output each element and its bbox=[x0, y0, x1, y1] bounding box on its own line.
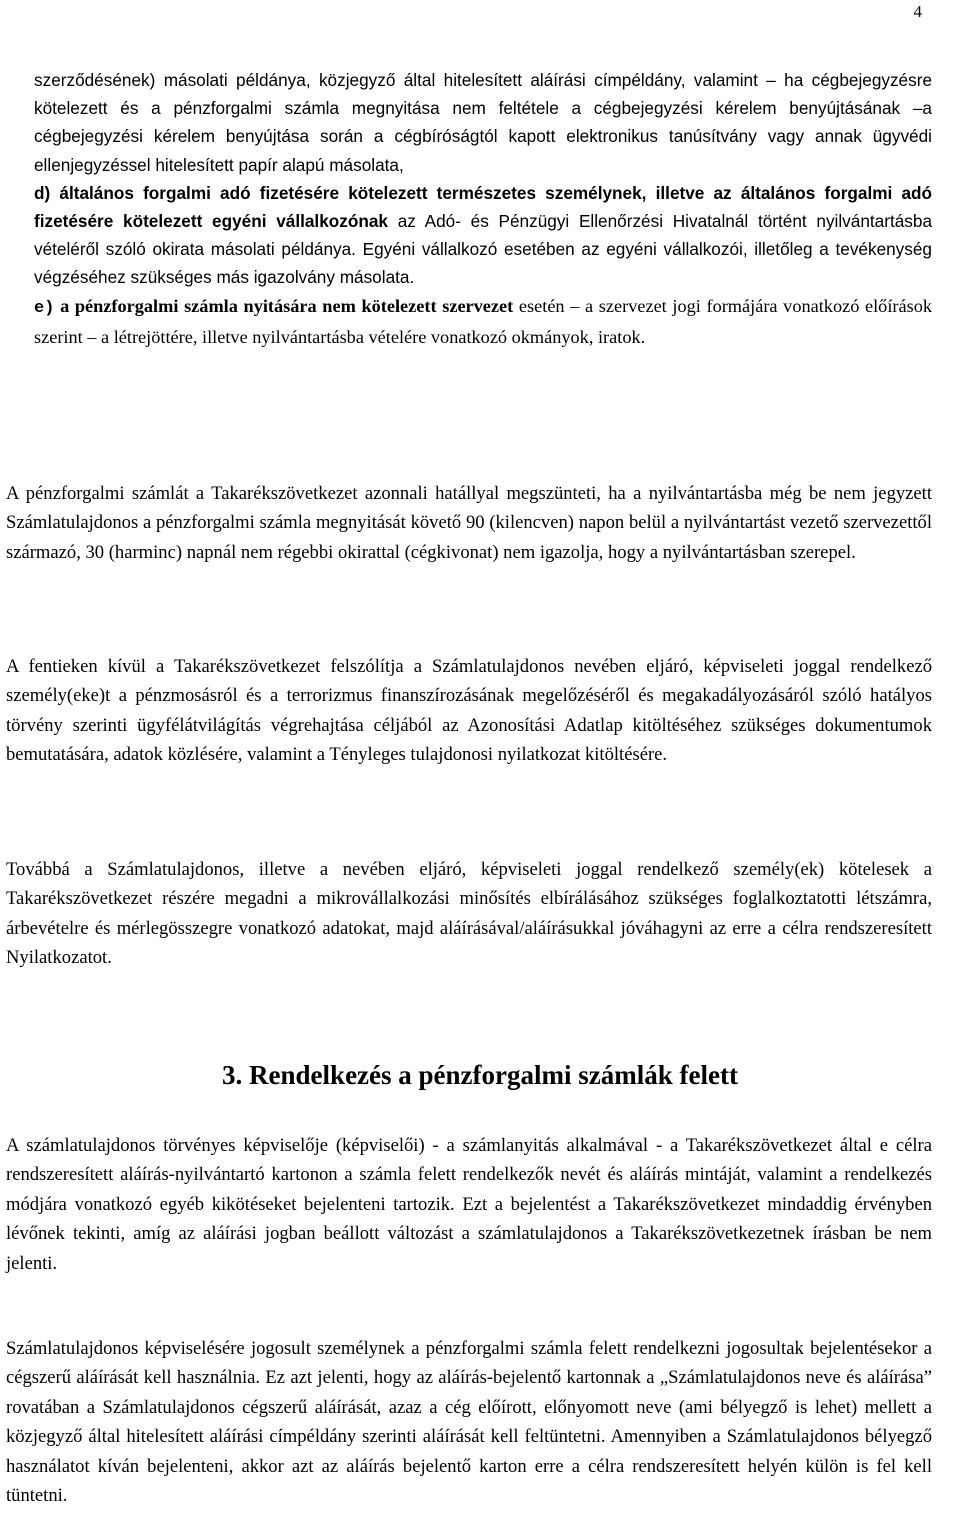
document-list bbox=[34, 66, 932, 351]
list-item-e bbox=[34, 292, 932, 351]
paragraph-customer-due-diligence: A fentieken kívül a Takarékszövetkezet felszólítja a Számlatulajdonos nevében eljáró, képviseleti joggal rendelkező személy(eke)t a pénzmosásról és a terrorizmus finanszírozásának megelőzéséről és megakadályozásáról szóló hatályos törvény szerinti ügyfélátvilágítás végrehajtása céljából az Azonosítási Adatlap kitöltéséhez szükséges dokumentumok bemutatására, adatok közlésére, valamint a Tényleges tulajdonosi nyilatkozat kitöltésére. bbox=[6, 656, 932, 766]
list-item-c-continuation: szerződésének) másolati példánya, közjegyző által hitelesített aláírási címpéldány, valamint – ha cégbejegyzésre kötelezett és a pénzforgalmi számla megnyitása nem feltétele a cégbejegyzési kérelem benyújtásának –a cégbejegyzési kérelem benyújtása során a cégbíróságtól kapott elektronikus tanúsítvány vagy annak ügyvédi ellenjegyzéssel hitelesített papír alapú másolata, bbox=[34, 70, 932, 175]
list-item-e-text: esetén – a szervezet jogi formájára vonatkozó előírások szerint – a létrejöttére, illetve nyilvántartásba vételére vonatkozó okmányok, iratok. bbox=[34, 295, 932, 347]
paragraph-4-block bbox=[6, 1131, 932, 1278]
paragraph-5-block bbox=[6, 1334, 932, 1510]
paragraph-account-termination: A pénzforgalmi számlát a Takarékszövetkezet azonnali hatállyal megszünteti, ha a nyilvántartásba még be nem jegyzett Számlatulajdonos a pénzforgalmi számla megnyitását követő 90 (kilencven) napon belül a nyilvántartást vezető szervezettől származó, 30 (harminc) napnál nem régebbi okirattal (cégkivonat) nem igazolja, hogy a nyilvántartásban szerepel. bbox=[6, 483, 932, 563]
page-number: 4 bbox=[913, 2, 922, 21]
list-item-e-marker: e) bbox=[34, 298, 55, 318]
paragraph-microenterprise-data: Továbbá a Számlatulajdonos, illetve a nevében eljáró, képviseleti joggal rendelkező személy(ek) kötelesek a Takarékszövetkezet részére megadni a mikrovállalkozási minősítés elbírálásához szükséges foglalkoztatotti létszámra, árbevételre és mérlegösszegre vonatkozó adatokat, majd aláírásával/aláírásukkal jóváhagyni az erre a célra rendszeresített Nyilatkozatot. bbox=[6, 859, 932, 969]
paragraph-3-block bbox=[6, 855, 932, 973]
list-item-d bbox=[34, 179, 932, 292]
paragraph-company-signature: Számlatulajdonos képviselésére jogosult személynek a pénzforgalmi számla felett rendelkezni jogosultak bejelentésekor a cégszerű aláírását kell használnia. Ez azt jelenti, hogy az aláírás-bejelentő kartonnak a „Számlatulajdonos neve és aláírása” rovatában a Számlatulajdonos cégszerű aláírását, azaz a cég előírott, előnyomott neve (ami bélyegző is lehet) mellett a közjegyző által hitelesített aláírási címpéldány szerinti aláírását kell feltüntetni. Amennyiben a Számlatulajdonos bélyegző használatot kíván bejelenteni, akkor azt az aláírás bejelentő karton erre a célra rendszeresített helyén külön is fel kell tüntetni. bbox=[6, 1338, 932, 1507]
list-item-d-marker: d) bbox=[34, 182, 51, 203]
paragraph-2-block bbox=[6, 652, 932, 770]
list-item-d-bold: általános forgalmi adó fizetésére kötelezett természetes személynek, illetve az általános forgalmi adó fizetésére kötelezett egyéni vállalkozónak bbox=[34, 182, 932, 232]
paragraph-signature-registration: A számlatulajdonos törvényes képviselője (képviselői) - a számlanyitás alkalmával - a Takarékszövetkezet által e célra rendszeresített aláírás-nyilvántartó kartonon a számla felett rendelkezők nevét és aláírás mintáját, valamint a rendelkezés módjára vonatkozó egyéb kikötéseket bejelenteni tartozik. Ezt a bejelentést a Takarékszövetkezet mindaddig érvényben lévőnek tekinti, amíg az aláírási jogban beállott változást a számlatulajdonos a Takarékszövetkezetnek írásban be nem jelenti. bbox=[6, 1135, 932, 1274]
list-item-d-text: az Adó- és Pénzügyi Ellenőrzési Hivatalnál történt nyilvántartásba vételéről szóló okirata másolati példánya. Egyéni vállalkozó esetében az egyéni vállalkozói, illetőleg a tevékenység végzéséhez szükséges más igazolvány másolata. bbox=[34, 211, 932, 288]
paragraph-1-block bbox=[6, 479, 932, 567]
section-heading: 3. Rendelkezés a pénzforgalmi számlák felett bbox=[222, 1060, 738, 1090]
list-item-e-bold: a pénzforgalmi számla nyitására nem kötelezett szervezet bbox=[60, 295, 514, 316]
